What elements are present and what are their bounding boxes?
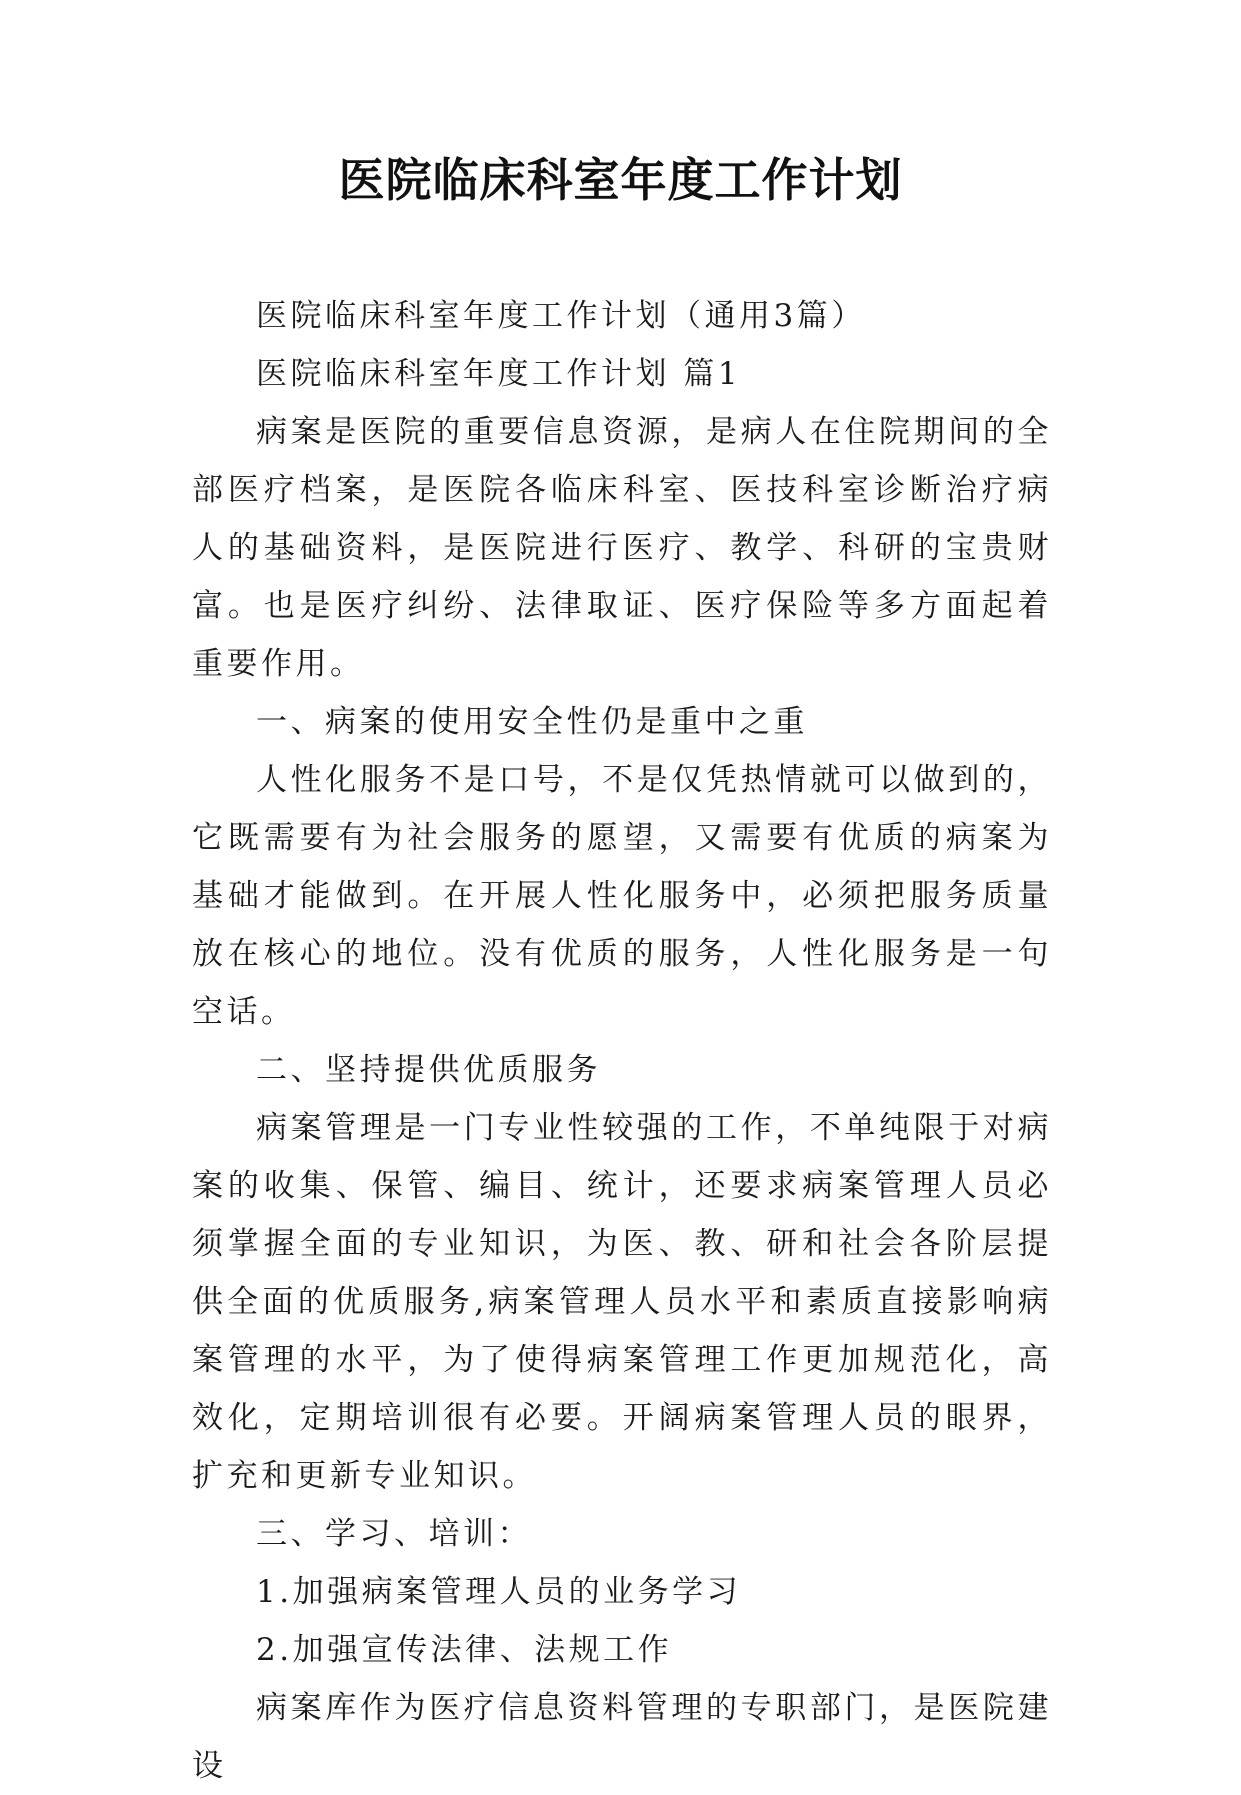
list-item: 1.加强病案管理人员的业务学习 — [256, 1574, 742, 1610]
section-heading: 一、病案的使用安全性仍是重中之重 — [256, 704, 808, 740]
body-paragraph: 病案库作为医疗信息资料管理的专职部门，是医院建设 — [192, 1690, 1052, 1784]
section-heading-part-1: 医院临床科室年度工作计划 篇1 — [256, 356, 742, 392]
list-item: 2.加强宣传法律、法规工作 — [256, 1632, 673, 1668]
subtitle-paragraph: 医院临床科室年度工作计划（通用3篇） — [256, 298, 866, 334]
document-title: 医院临床科室年度工作计划 — [338, 153, 903, 207]
body-paragraph: 病案管理是一门专业性较强的工作，不单纯限于对病案的收集、保管、编目、统计，还要求病案管理人员必须掌握全面的专业知识，为医、教、研和社会各阶层提供全面的优质服务,病案管理人员水平和素质直接影响病案管理的水平，为了使得病案管理工作更加规范化，高效化，定期培训很有必要。开阔病案管理人员的眼界，扩充和更新专业知识。 — [192, 1110, 1052, 1494]
body-paragraph: 人性化服务不是口号，不是仅凭热情就可以做到的，它既需要有为社会服务的愿望，又需要有优质的病案为基础才能做到。在开展人性化服务中，必须把服务质量放在核心的地位。没有优质的服务，人性化服务是一句空话。 — [192, 762, 1052, 1030]
section-heading: 二、坚持提供优质服务 — [256, 1052, 601, 1088]
body-paragraph: 病案是医院的重要信息资源，是病人在住院期间的全部医疗档案，是医院各临床科室、医技科室诊断治疗病人的基础资料，是医院进行医疗、教学、科研的宝贵财富。也是医疗纠纷、法律取证、医疗保险等多方面起着重要作用。 — [192, 414, 1052, 682]
document-body — [192, 287, 1052, 1795]
section-heading: 三、学习、培训： — [256, 1516, 532, 1552]
